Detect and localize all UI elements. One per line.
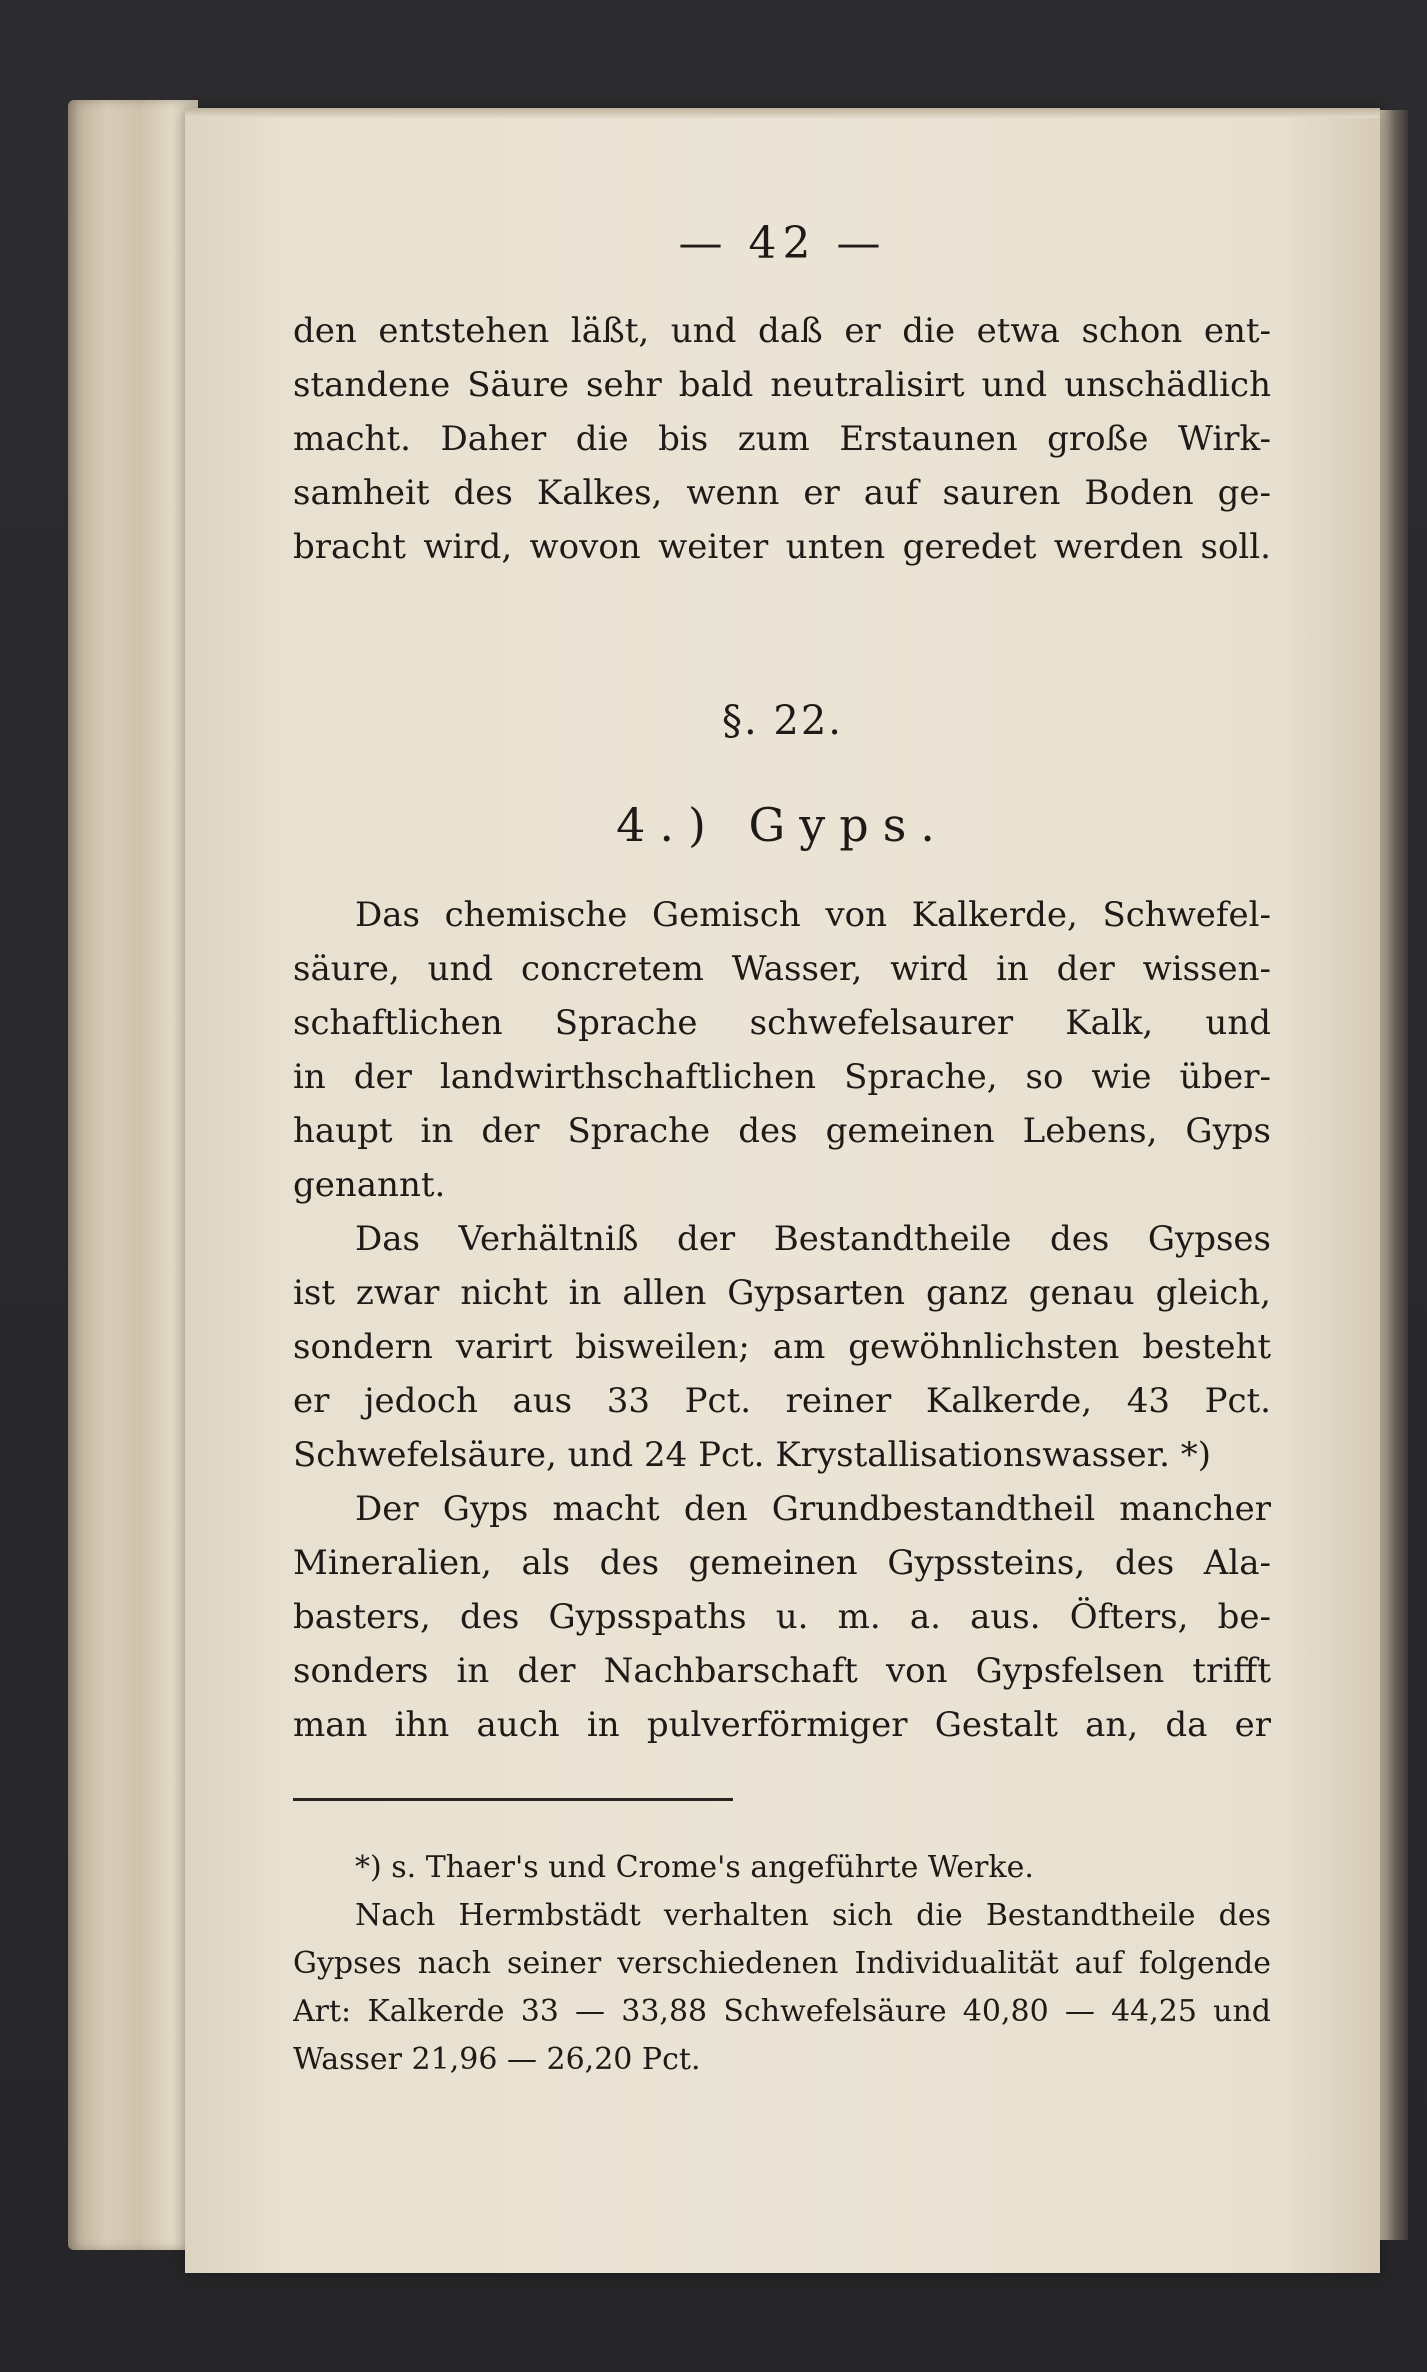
text-line: in der landwirthschaftlichen Sprache, so wie über- [293, 1057, 1271, 1097]
text-line: säure, und concretem Wasser, wird in der wissen- [293, 949, 1271, 989]
page-top-edge [185, 108, 1380, 118]
text-line: Das chemische Gemisch von Kalkerde, Schwefel- [355, 895, 1271, 935]
footnote-line: *) s. Thaer's und Crome's angeführte Werke. [355, 1850, 1034, 1885]
text-line: haupt in der Sprache des gemeinen Lebens, Gyps [293, 1111, 1271, 1151]
text-line: standene Säure sehr bald neutralisirt und unschädlich [293, 365, 1271, 405]
text-line: Mineralien, als des gemeinen Gypssteins, des Ala- [293, 1543, 1271, 1583]
page-number: — 42 — [678, 218, 887, 269]
text-line: samheit des Kalkes, wenn er auf sauren Boden ge- [293, 473, 1271, 513]
text-line: er jedoch aus 33 Pct. reiner Kalkerde, 43 Pct. [293, 1381, 1271, 1421]
book-page-stack-left [68, 100, 198, 2250]
text-line: Schwefelsäure, und 24 Pct. Krystallisationswasser. *) [293, 1435, 1211, 1475]
text-line: man ihn auch in pulverförmiger Gestalt an, da er [293, 1705, 1271, 1745]
text-line: sonders in der Nachbarschaft von Gypsfelsen trifft [293, 1651, 1271, 1691]
section-heading: 4.) Gyps. [616, 798, 949, 852]
text-line: Das Verhältniß der Bestandtheile des Gypses [355, 1219, 1271, 1259]
text-line: ist zwar nicht in allen Gypsarten ganz genau gleich, [293, 1273, 1271, 1313]
section-number: §. 22. [721, 698, 844, 744]
text-line: bracht wird, wovon weiter unten geredet werden soll. [293, 527, 1271, 567]
text-line: sondern varirt bisweilen; am gewöhnlichsten besteht [293, 1327, 1271, 1367]
text-line: den entstehen läßt, und daß er die etwa schon ent- [293, 311, 1271, 351]
book-page [185, 108, 1380, 2273]
footnote-line: Wasser 21,96 — 26,20 Pct. [293, 2042, 701, 2077]
text-line: basters, des Gypsspaths u. m. a. aus. Öfters, be- [293, 1597, 1271, 1637]
footnote-line: Gypses nach seiner verschiedenen Individualität auf folgende [293, 1946, 1271, 1981]
footnote-divider [293, 1798, 733, 1801]
footnote-line: Nach Hermbstädt verhalten sich die Bestandtheile des [355, 1898, 1271, 1933]
text-line: genannt. [293, 1165, 446, 1205]
text-line: Der Gyps macht den Grundbestandtheil mancher [355, 1489, 1271, 1529]
text-line: schaftlichen Sprache schwefelsaurer Kalk, und [293, 1003, 1271, 1043]
footnote-line: Art: Kalkerde 33 — 33,88 Schwefelsäure 40,80 — 44,25 und [293, 1994, 1271, 2029]
text-line: macht. Daher die bis zum Erstaunen große Wirk- [293, 419, 1271, 459]
